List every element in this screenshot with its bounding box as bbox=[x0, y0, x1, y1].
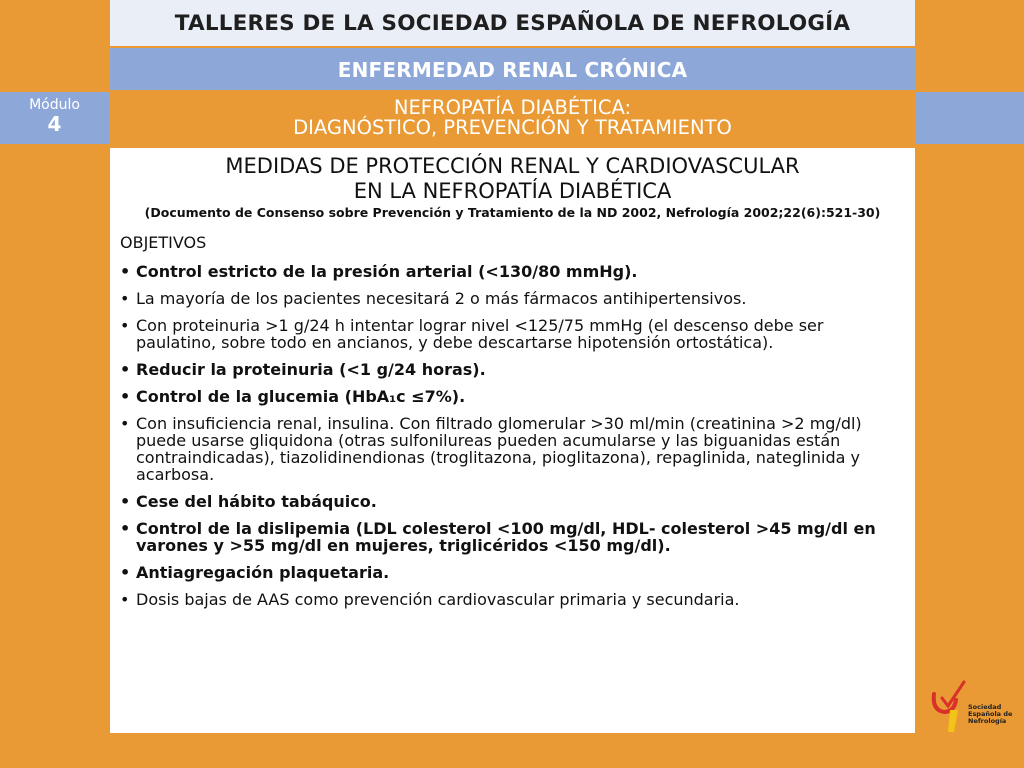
bullet: • bbox=[120, 590, 130, 609]
logo-line-3: Nefrología bbox=[968, 717, 1007, 725]
list-item bbox=[120, 520, 905, 554]
bullet: • bbox=[120, 387, 131, 406]
slide-title bbox=[120, 154, 905, 204]
item-text: Cese del hábito tabáquico. bbox=[136, 492, 377, 511]
objetivos-heading: OBJETIVOS bbox=[120, 233, 207, 252]
bullet: • bbox=[120, 262, 131, 281]
list-item bbox=[120, 591, 905, 608]
module-badge bbox=[0, 92, 109, 144]
item-text: Control de la dislipemia (LDL colesterol <100 mg/dl, HDL- colesterol >45 mg/dl en varones y >55 mg/dl en mujeres, triglicéridos <150 mg/dl). bbox=[136, 519, 876, 555]
objectives-list bbox=[120, 263, 905, 608]
bullet: • bbox=[120, 492, 131, 511]
item-text: Control estricto de la presión arterial (<130/80 mmHg). bbox=[136, 262, 638, 281]
section-title: ENFERMEDAD RENAL CRÓNICA bbox=[337, 58, 688, 82]
item-text: Reducir la proteinuria (<1 g/24 horas). bbox=[136, 360, 486, 379]
item-text: Dosis bajas de AAS como prevención cardiovascular primaria y secundaria. bbox=[136, 590, 740, 609]
module-label: Módulo bbox=[29, 97, 80, 113]
item-text: Antiagregación plaquetaria. bbox=[136, 563, 390, 582]
bullet: • bbox=[120, 316, 130, 335]
bullet: • bbox=[120, 289, 130, 308]
slide-title-line-2: EN LA NEFROPATÍA DIABÉTICA bbox=[353, 179, 672, 203]
module-number: 4 bbox=[47, 112, 62, 136]
bullet: • bbox=[120, 563, 131, 582]
item-text: Con insuficiencia renal, insulina. Con filtrado glomerular >30 ml/min (creatinina >2 mg/dl) puede usarse gliquidona (otras sulfonilureas pueden acumularse y las biguanidas están contraindicadas), tiazolidinendionas (troglitazona, pioglitazona), repaglinida, nateglinida y acarbosa. bbox=[136, 414, 862, 484]
logo-text bbox=[968, 704, 1012, 725]
list-item bbox=[120, 361, 905, 378]
list-item bbox=[120, 388, 905, 405]
list-item bbox=[120, 415, 905, 483]
item-text: Control de la glucemia (HbA₁c ≤7%). bbox=[136, 387, 466, 406]
logo-line-2: Española de bbox=[968, 710, 1013, 718]
item-text: La mayoría de los pacientes necesitará 2 o más fármacos antihipertensivos. bbox=[136, 289, 747, 308]
slide-title-line-1: MEDIDAS DE PROTECCIÓN RENAL Y CARDIOVASCULAR bbox=[225, 154, 800, 178]
list-item bbox=[120, 263, 905, 280]
topic-line-2: DIAGNÓSTICO, PREVENCIÓN Y TRATAMIENTO bbox=[293, 116, 732, 139]
topic-line-1: NEFROPATÍA DIABÉTICA: bbox=[393, 96, 632, 119]
right-blue-block bbox=[916, 92, 1024, 144]
section-title-band bbox=[110, 48, 915, 90]
list-item bbox=[120, 564, 905, 581]
logo-mark-icon bbox=[928, 676, 968, 736]
bullet: • bbox=[120, 414, 130, 433]
content-panel bbox=[110, 148, 915, 733]
top-title: TALLERES DE LA SOCIEDAD ESPAÑOLA DE NEFROLOGÍA bbox=[174, 11, 851, 36]
list-item bbox=[120, 493, 905, 510]
logo-line-1: Sociedad bbox=[968, 703, 1002, 711]
bullet: • bbox=[120, 519, 131, 538]
item-text: Con proteinuria >1 g/24 h intentar lograr nivel <125/75 mmHg (el descenso debe ser paulatino, sobre todo en ancianos, y debe descartarse hipotensión ortostática). bbox=[136, 316, 824, 352]
top-title-band bbox=[110, 0, 915, 46]
topic-header bbox=[110, 92, 915, 144]
bullet: • bbox=[120, 360, 131, 379]
sen-logo bbox=[928, 676, 1024, 740]
reference-note: (Documento de Consenso sobre Prevención y Tratamiento de la ND 2002, Nefrología 2002;22(6):521-30) bbox=[144, 205, 881, 220]
list-item bbox=[120, 317, 905, 351]
list-item bbox=[120, 290, 905, 307]
